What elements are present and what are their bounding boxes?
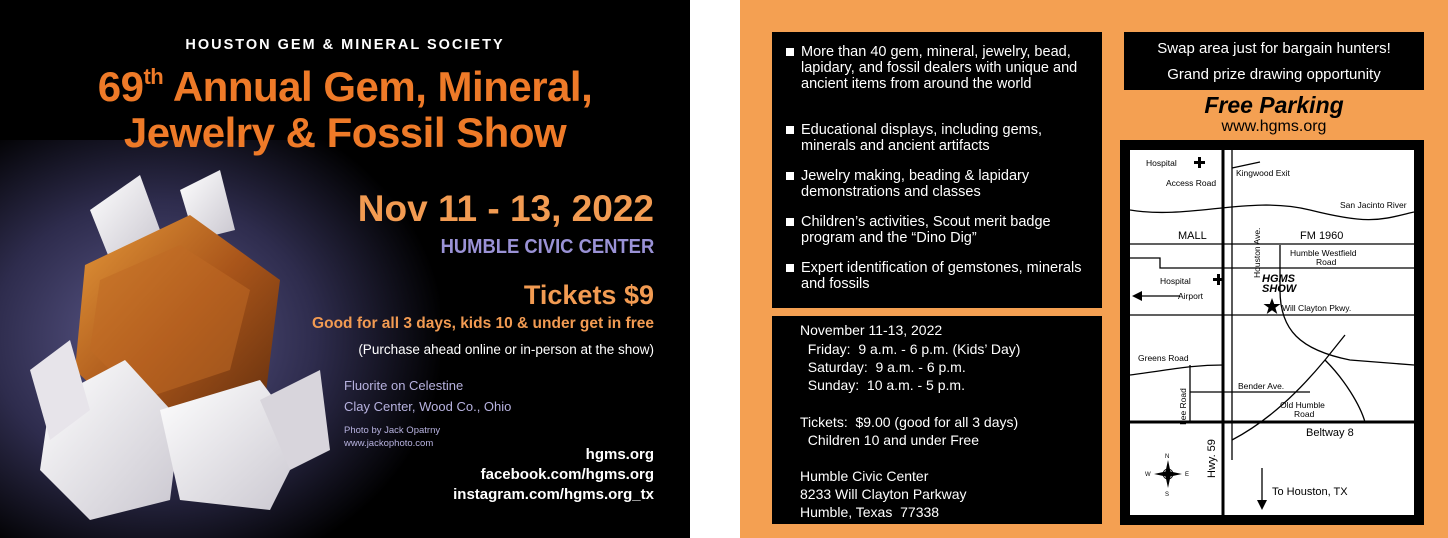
feature-item — [786, 44, 1092, 92]
map-label-mall: MALL — [1178, 230, 1207, 242]
directions-map — [1130, 150, 1414, 515]
facebook-link[interactable]: facebook.com/hgms.org — [480, 466, 654, 483]
promo-box — [1124, 32, 1424, 90]
map-label-hospital-mid: Hospital — [1160, 276, 1191, 286]
show-title — [0, 64, 690, 156]
map-label-fm1960: FM 1960 — [1300, 230, 1344, 242]
specimen-caption-locality: Clay Center, Wood Co., Ohio — [344, 399, 512, 414]
map-label-hgms: HGMS — [1262, 273, 1295, 285]
map-label-airport: Airport — [1178, 291, 1204, 301]
specimen-caption-name: Fluorite on Celestine — [344, 378, 464, 393]
instagram-link[interactable]: instagram.com/hgms.org_tx — [453, 486, 654, 503]
grand-prize-text: Grand prize drawing opportunity — [1167, 66, 1381, 83]
venue-name: HUMBLE CIVIC CENTER — [440, 236, 654, 258]
feature-item — [786, 168, 1092, 200]
photo-credit: Photo by Jack Opatrny — [344, 425, 441, 436]
feature-item — [786, 260, 1092, 292]
bullet-icon — [786, 126, 794, 134]
airport-arrow-icon — [1132, 291, 1142, 301]
website-link[interactable]: www.hgms.org — [1221, 118, 1327, 135]
schedule-tickets: Tickets: $9.00 (good for all 3 days) — [800, 414, 1019, 430]
map-label-humble-westfield-road: Road — [1316, 257, 1337, 267]
feature-text: Expert identification of gemstones, minerals and fossils — [801, 260, 1082, 292]
compass-icon — [1154, 460, 1182, 488]
swap-area-text: Swap area just for bargain hunters! — [1157, 40, 1391, 57]
map-label-greens-road: Greens Road — [1138, 353, 1189, 363]
feature-item — [786, 214, 1092, 246]
map-label-san-jacinto: San Jacinto River — [1340, 200, 1407, 210]
photo-credit-url[interactable]: www.jackophoto.com — [344, 438, 434, 449]
fluorite-specimen-image — [30, 170, 330, 530]
bullet-icon — [786, 264, 794, 272]
ticket-price: Tickets $9 — [523, 280, 654, 310]
schedule-sunday: Sunday: 10 a.m. - 5 p.m. — [800, 377, 965, 393]
map-box — [1120, 140, 1424, 525]
venue-name: Humble Civic Center — [800, 468, 929, 484]
map-label-old-humble: Old Humble — [1280, 400, 1325, 410]
show-location-star-icon — [1264, 298, 1281, 314]
hospital-icon — [1194, 157, 1205, 168]
map-label-hospital: Hospital — [1146, 158, 1177, 168]
bullet-icon — [786, 218, 794, 226]
venue-city: Humble, Texas 77338 — [800, 504, 940, 520]
free-parking-heading: Free Parking — [1204, 92, 1344, 118]
compass-west: W — [1145, 472, 1151, 478]
venue-street: 8233 Will Clayton Parkway — [800, 486, 967, 502]
feature-item — [786, 122, 1092, 154]
purchase-note: (Purchase ahead online or in-person at the show) — [358, 342, 654, 357]
map-label-to-houston: To Houston, TX — [1272, 486, 1348, 498]
feature-text: Jewelry making, beading & lapidary demonstrations and classes — [801, 168, 1030, 200]
features-box — [772, 32, 1102, 308]
back-card — [740, 0, 1448, 538]
website-link[interactable]: hgms.org — [585, 446, 654, 463]
ticket-terms: Good for all 3 days, kids 10 & under get in free — [312, 315, 654, 332]
title-rest: Annual Gem, Mineral, — [163, 63, 593, 110]
map-label-kingwood-exit: Kingwood Exit — [1236, 168, 1290, 178]
map-label-will-clayton: Will Clayton Pkwy. — [1282, 303, 1352, 313]
houston-arrow-icon — [1257, 500, 1267, 510]
map-label-beltway: Beltway 8 — [1306, 427, 1354, 439]
schedule-box — [772, 316, 1102, 524]
map-label-show: SHOW — [1262, 283, 1297, 295]
map-label-humble-westfield: Humble Westfield — [1290, 248, 1357, 258]
title-ordinal: th — [143, 64, 164, 89]
schedule-saturday: Saturday: 9 a.m. - 6 p.m. — [800, 359, 966, 375]
map-label-houston-ave: Houston Ave. — [1252, 227, 1262, 278]
title-line-2: Jewelry & Fossil Show — [123, 109, 567, 156]
schedule-friday: Friday: 9 a.m. - 6 p.m. (Kids’ Day) — [800, 341, 1021, 357]
feature-text: Educational displays, including gems, minerals and ancient artifacts — [801, 122, 1042, 154]
compass-north: N — [1165, 454, 1170, 460]
map-label-access-road: Access Road — [1166, 178, 1217, 188]
society-name: HOUSTON GEM & MINERAL SOCIETY — [185, 37, 505, 53]
map-label-hwy59: Hwy. 59 — [1206, 439, 1218, 478]
title-number: 69 — [97, 63, 144, 110]
show-date: Nov 11 - 13, 2022 — [357, 188, 654, 229]
bullet-icon — [786, 48, 794, 56]
map-label-bender-ave: Bender Ave. — [1238, 381, 1285, 391]
compass-east: E — [1185, 472, 1190, 478]
map-label-old-humble-road: Road — [1294, 409, 1315, 419]
schedule-dates: November 11-13, 2022 — [800, 322, 943, 338]
front-card — [0, 0, 690, 538]
feature-text: More than 40 gem, mineral, jewelry, bead, lapidary, and fossil dealers with unique and ancient items from around the world — [801, 44, 1078, 92]
bullet-icon — [786, 172, 794, 180]
map-label-lee-road: Lee Road — [1178, 388, 1188, 425]
compass-south: S — [1165, 492, 1170, 498]
feature-text: Children’s activities, Scout merit badge program and the “Dino Dig” — [801, 214, 1051, 246]
schedule-children: Children 10 and under Free — [800, 432, 979, 448]
